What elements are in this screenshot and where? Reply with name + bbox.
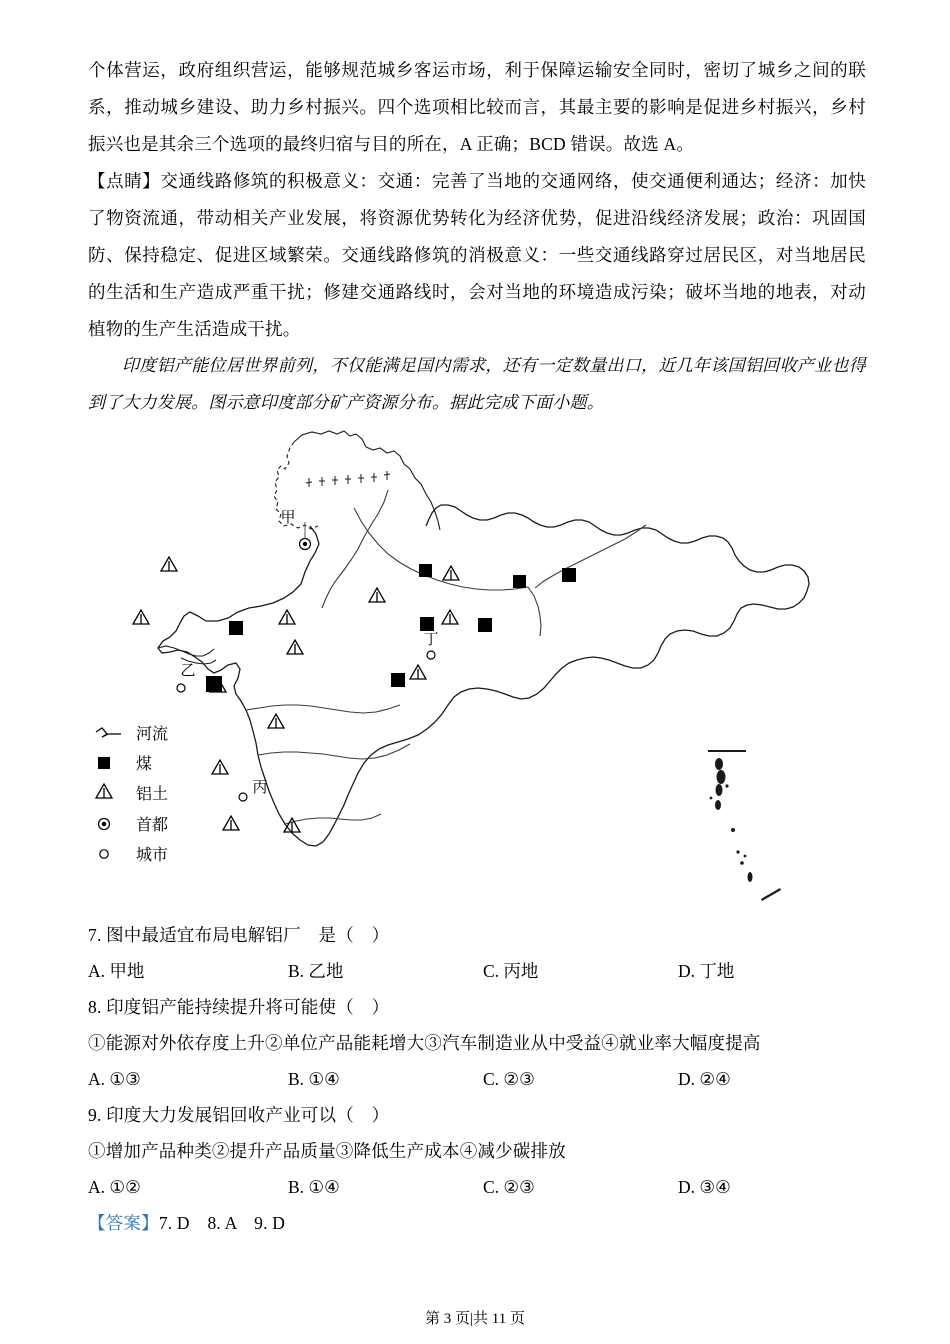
bauxite-symbol [442,610,458,624]
andaman-nicobar-islands [708,750,781,901]
legend-label-capital: 首都 [136,817,169,834]
river-brahmaputra [535,525,646,588]
bauxite-symbol [161,557,177,571]
legend-label-river: 河流 [136,726,169,743]
bauxite-symbol [279,610,295,624]
river-narmada [246,705,400,713]
question-7-option-d[interactable]: D. 丁地 [678,961,735,981]
label-bing: 丙 [252,780,268,796]
question-8-items: ①能源对外依存度上升②单位产品能耗增大③汽车制造业从中受益④就业率大幅度提高 [88,1033,761,1053]
legend-coal-symbol [98,757,110,769]
capital-marker-delhi [300,539,311,550]
coal-symbol [562,568,576,582]
bauxite-symbol [268,714,284,728]
bauxite-symbol [223,816,239,830]
bauxite-symbol [212,760,228,774]
gujarat-coast-detail [158,646,214,656]
question-7-option-c[interactable]: C. 丙地 [483,961,539,981]
bauxite-symbol [287,640,303,654]
label-jia: 甲 [280,510,296,526]
coal-symbol [420,617,434,631]
city-marker [239,793,247,801]
legend-bauxite-symbol [96,784,112,798]
bauxite-symbol [410,665,426,679]
legend-label-coal: 煤 [136,756,153,773]
paragraph-material-intro: 印度铝产能位居世界前列，不仅能满足国内需求，还有一定数量出口，近几年该国铝回收产业也得到了大力发展。图示意印度部分矿产资源分布。据此完成下面小题。 [88,356,866,413]
bauxite-symbol [443,566,459,580]
label-ding: 丁 [423,632,439,648]
bauxite-symbol [133,610,149,624]
coal-symbol [391,673,405,687]
river-ganges [354,508,528,590]
question-7-option-b[interactable]: B. 乙地 [288,961,344,981]
coal-symbol [513,575,526,588]
question-8-option-c[interactable]: C. ②③ [483,1069,535,1089]
question-7-option-a[interactable]: A. 甲地 [88,961,145,981]
question-9-option-a[interactable]: A. ①② [88,1177,141,1197]
question-8-option-a[interactable]: A. ①③ [88,1069,141,1089]
river-krishna [285,814,381,824]
coal-symbol [419,564,432,577]
answer-values: 7. D 8. A 9. D [158,1213,286,1233]
map-legend [96,725,168,864]
answer-tag: 【答案】 [88,1213,159,1233]
legend-label-city: 城市 [136,847,169,864]
legend-river-symbol [96,728,121,737]
question-8-option-b[interactable]: B. ①④ [288,1069,340,1089]
question-9-items: ①增加产品种类②提升产品质量③降低生产成本④减少碳排放 [88,1141,566,1161]
paragraph-explanation: 个体营运，政府组织营运，能够规范城乡客运市场，利于保障运输安全同时，密切了城乡之间的联系，推动城乡建设、助力乡村振兴。四个选项相比较而言，其最主要的影响是促进乡村振兴，乡村振兴也是其余三个选项的最终归宿与目的所在，A 正确；BCD 错误。故选 A。 [88,60,866,154]
city-marker [177,684,185,692]
city-marker [427,651,435,659]
coal-deposits [206,564,576,692]
bauxite-deposits [133,557,459,832]
paragraph-key-points: 【点睛】交通线路修筑的积极意义：交通：完善了当地的交通网络，使交通便利通达；经济：加快了物资流通，带动相关产业发展，将资源优势转化为经济优势，促进沿线经济发展；政治：巩固国防、保持稳定、促进区域繁荣。交通线路修筑的消极意义：一些交通线路穿过居民区，对当地居民的生活和生产造成严重干扰；修建交通路线时，会对当地的环境造成污染；破坏当地的地表，对动植物的生产生活造成干扰。 [88,171,866,339]
question-9-option-d[interactable]: D. ③④ [678,1177,731,1197]
answer-line [88,1205,866,1241]
coal-symbol [478,618,492,632]
page-content [88,52,866,1241]
map-svg [88,422,866,917]
india-mineral-resources-map [88,422,866,917]
question-7-options [88,953,866,989]
coal-symbol [229,621,243,635]
question-9-options [88,1169,866,1205]
legend-capital-symbol [99,819,110,830]
page-footer: 第 3 页|共 11 页 [425,1311,525,1327]
label-yi: 乙 [180,663,196,679]
river-ganges-branch [528,587,541,636]
river-godavari [258,744,410,759]
question-8-options [88,1061,866,1097]
legend-city-symbol [100,850,108,858]
question-9-option-b[interactable]: B. ①④ [288,1177,340,1197]
question-8-stem: 8. 印度铝产能持续提升将可能使（ ） [88,997,390,1017]
bauxite-symbol [369,588,385,602]
legend-label-bauxite: 铝土 [136,786,169,803]
question-9-option-c[interactable]: C. ②③ [483,1177,535,1197]
question-8-option-d[interactable]: D. ②④ [678,1069,731,1089]
line-of-control-ticks [309,471,387,487]
kashmir-north-outline [294,431,440,530]
question-9-stem: 9. 印度大力发展铝回收产业可以（ ） [88,1105,390,1125]
question-7-stem: 7. 图中最适宜布局电解铝厂 是（ ） [88,925,390,945]
